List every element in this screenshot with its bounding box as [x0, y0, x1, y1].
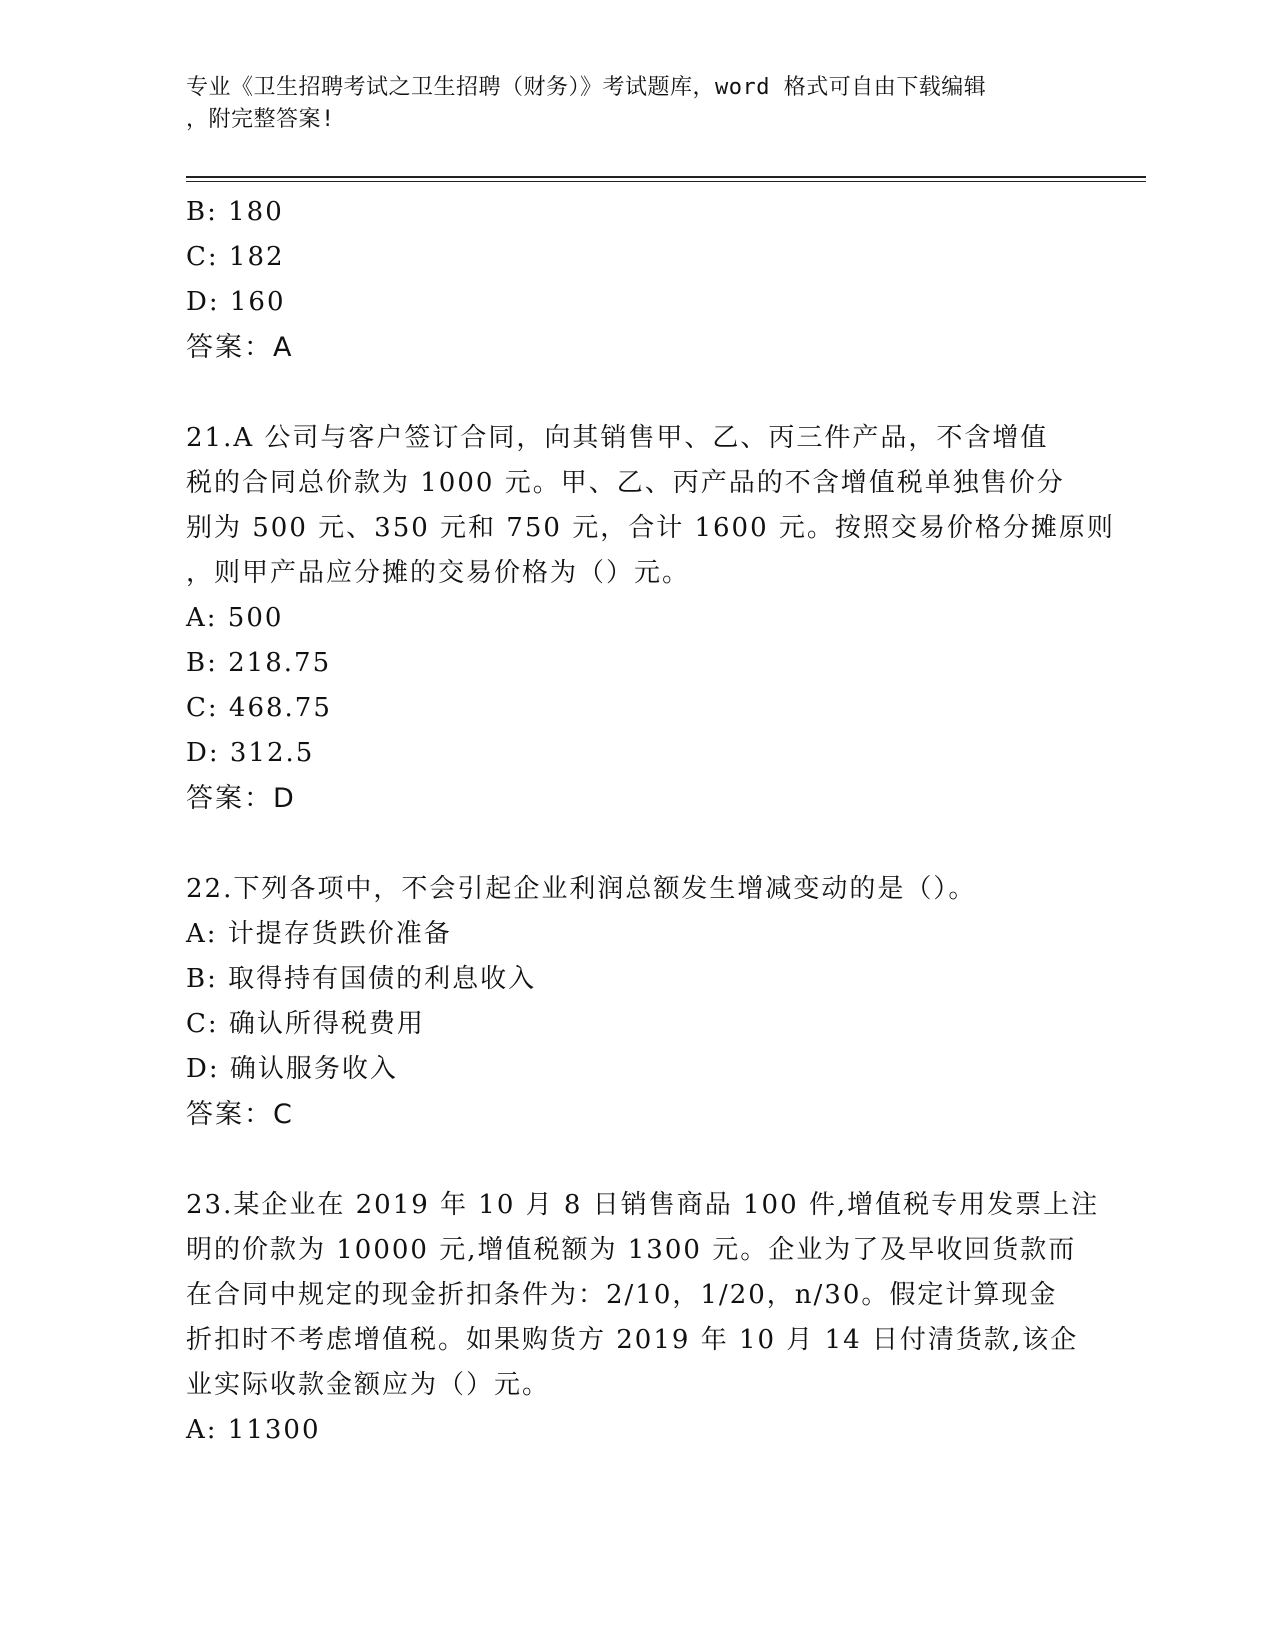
question-text-line: 别为 500 元、350 元和 750 元，合计 1600 元。按照交易价格分摊原则	[186, 513, 1115, 543]
header-line-2: ，附完整答案!	[186, 107, 335, 132]
option-c: C: 468.75	[186, 693, 332, 723]
header-divider-thin	[186, 181, 1146, 182]
option-a: A: 11300	[186, 1415, 321, 1445]
option-a: A: 500	[186, 603, 284, 633]
question-content	[186, 190, 1115, 1453]
header-divider-thick	[186, 176, 1146, 178]
question-text-line: 22.下列各项中，不会引起企业利润总额发生增减变动的是（）。	[186, 874, 977, 904]
option-d: D: 160	[186, 287, 286, 317]
option-a: A: 计提存货跌价准备	[186, 919, 452, 949]
question-text-line: 23.某企业在 2019 年 10 月 8 日销售商品 100 件,增值税专用发票上注	[186, 1190, 1100, 1220]
option-c: C: 确认所得税费用	[186, 1009, 425, 1039]
question-22	[186, 867, 1066, 1138]
option-d: D: 确认服务收入	[186, 1054, 398, 1084]
question-text-line: ，则甲产品应分摊的交易价格为（）元。	[186, 558, 691, 588]
answer-line: 答案：A	[186, 332, 294, 363]
option-b: B: 218.75	[186, 648, 332, 678]
question-text-line: 折扣时不考虑增值税。如果购货方 2019 年 10 月 14 日付清货款,该企	[186, 1325, 1079, 1355]
header-line-1: 专业《卫生招聘考试之卫生招聘（财务）》考试题库，word 格式可自由下载编辑	[186, 75, 987, 100]
option-d: D: 312.5	[186, 738, 315, 768]
answer-line: 答案：C	[186, 1099, 294, 1130]
option-b: B: 取得持有国债的利息收入	[186, 964, 537, 994]
document-header	[186, 72, 1066, 136]
option-c: C: 182	[186, 242, 285, 272]
question-20-tail	[186, 190, 1066, 371]
answer-line: 答案：D	[186, 783, 296, 814]
option-b: B: 180	[186, 197, 284, 227]
question-23	[186, 1183, 1100, 1453]
question-text-line: 明的价款为 10000 元,增值税额为 1300 元。企业为了及早收回货款而	[186, 1235, 1077, 1265]
question-text-line: 在合同中规定的现金折扣条件为：2/10，1/20，n/30。假定计算现金	[186, 1280, 1058, 1310]
question-21	[186, 416, 1115, 822]
question-text-line: 21.A 公司与客户签订合同，向其销售甲、乙、丙三件产品，不含增值	[186, 423, 1049, 453]
question-text-line: 税的合同总价款为 1000 元。甲、乙、丙产品的不含增值税单独售价分	[186, 468, 1065, 498]
question-text-line: 业实际收款金额应为（）元。	[186, 1370, 551, 1400]
